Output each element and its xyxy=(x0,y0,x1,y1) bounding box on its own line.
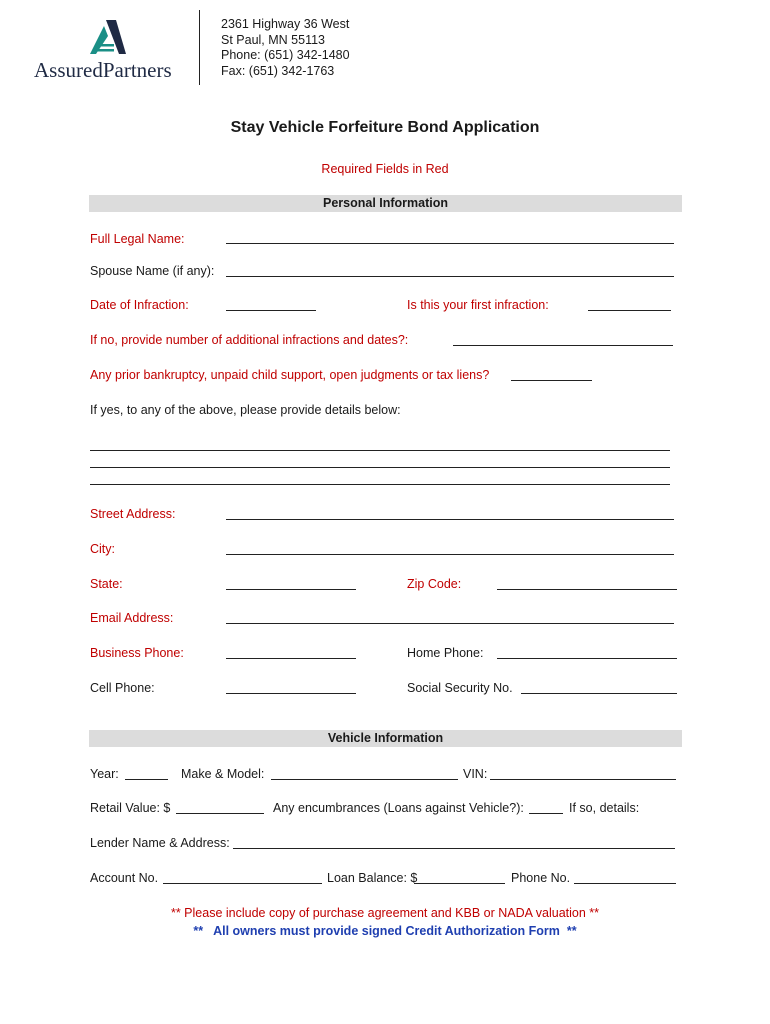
details-prompt: If yes, to any of the above, please provide details below: xyxy=(90,403,401,417)
purchase-agreement-note: ** Please include copy of purchase agreement and KBB or NADA valuation ** xyxy=(170,906,600,920)
logo-mark-icon xyxy=(88,18,128,58)
encumbrances-field[interactable] xyxy=(529,801,563,814)
city-field[interactable] xyxy=(226,542,674,555)
business-phone-label: Business Phone: xyxy=(90,646,184,660)
spouse-name-field[interactable] xyxy=(226,264,674,277)
details-line[interactable] xyxy=(90,484,670,485)
phone-no-field[interactable] xyxy=(574,871,676,884)
vin-label: VIN: xyxy=(463,767,488,781)
home-phone-label: Home Phone: xyxy=(407,646,484,660)
retail-value-label: Retail Value: $ xyxy=(90,801,171,815)
additional-infractions-field[interactable] xyxy=(453,333,673,346)
company-logo xyxy=(34,16,184,82)
loan-balance-label: Loan Balance: $ xyxy=(327,871,418,885)
home-phone-field[interactable] xyxy=(497,646,677,659)
section-header-personal: Personal Information xyxy=(89,195,682,212)
account-no-field[interactable] xyxy=(163,871,322,884)
encumbrances-label: Any encumbrances (Loans against Vehicle?): xyxy=(273,801,524,815)
additional-infractions-label: If no, provide number of additional infractions and dates?: xyxy=(90,333,409,347)
business-phone-field[interactable] xyxy=(226,646,356,659)
credit-authorization-note: ** All owners must provide signed Credit Authorization Form ** xyxy=(193,924,577,938)
vin-field[interactable] xyxy=(490,767,676,780)
prior-bankruptcy-label: Any prior bankruptcy, unpaid child support, open judgments or tax liens? xyxy=(90,368,490,382)
cell-phone-field[interactable] xyxy=(226,681,356,694)
zip-code-label: Zip Code: xyxy=(407,577,462,591)
first-infraction-field[interactable] xyxy=(588,298,671,311)
account-no-label: Account No. xyxy=(90,871,159,885)
form-title: Stay Vehicle Forfeiture Bond Application xyxy=(230,119,540,136)
phone-no-label: Phone No. xyxy=(511,871,571,885)
ssn-field[interactable] xyxy=(521,681,677,694)
details-line[interactable] xyxy=(90,467,670,468)
details-line[interactable] xyxy=(90,450,670,451)
logo-text-partners: Partners xyxy=(102,58,172,82)
date-of-infraction-label: Date of Infraction: xyxy=(90,298,189,312)
retail-value-field[interactable] xyxy=(176,801,264,814)
street-address-label: Street Address: xyxy=(90,507,176,521)
address-line: Phone: (651) 342-1480 xyxy=(221,48,350,62)
company-address xyxy=(221,17,350,79)
state-field[interactable] xyxy=(226,577,356,590)
if-so-details-label: If so, details: xyxy=(569,801,640,815)
header-divider xyxy=(199,10,200,85)
year-label: Year: xyxy=(90,767,119,781)
spouse-name-label: Spouse Name (if any): xyxy=(90,264,215,278)
address-line: St Paul, MN 55113 xyxy=(221,32,325,47)
loan-balance-field[interactable] xyxy=(414,871,505,884)
logo-text-assured: Assured xyxy=(34,58,103,82)
lender-field[interactable] xyxy=(233,836,675,849)
address-line: Fax: (651) 342-1763 xyxy=(221,63,335,78)
lender-label: Lender Name & Address: xyxy=(90,836,230,850)
year-field[interactable] xyxy=(125,767,168,780)
section-header-vehicle: Vehicle Information xyxy=(89,730,682,747)
full-legal-name-label: Full Legal Name: xyxy=(90,232,185,246)
city-label: City: xyxy=(90,542,115,556)
first-infraction-label: Is this your first infraction: xyxy=(407,298,549,312)
email-label: Email Address: xyxy=(90,611,174,625)
full-legal-name-field[interactable] xyxy=(226,231,674,244)
email-field[interactable] xyxy=(226,611,674,624)
date-of-infraction-field[interactable] xyxy=(226,298,316,311)
zip-code-field[interactable] xyxy=(497,577,677,590)
ssn-label: Social Security No. xyxy=(407,681,513,695)
make-model-label: Make & Model: xyxy=(181,767,265,781)
state-label: State: xyxy=(90,577,123,591)
address-line: 2361 Highway 36 West xyxy=(221,17,350,31)
prior-bankruptcy-field[interactable] xyxy=(511,368,592,381)
cell-phone-label: Cell Phone: xyxy=(90,681,155,695)
street-address-field[interactable] xyxy=(226,507,674,520)
required-fields-note: Required Fields in Red xyxy=(321,162,449,176)
make-model-field[interactable] xyxy=(271,767,458,780)
